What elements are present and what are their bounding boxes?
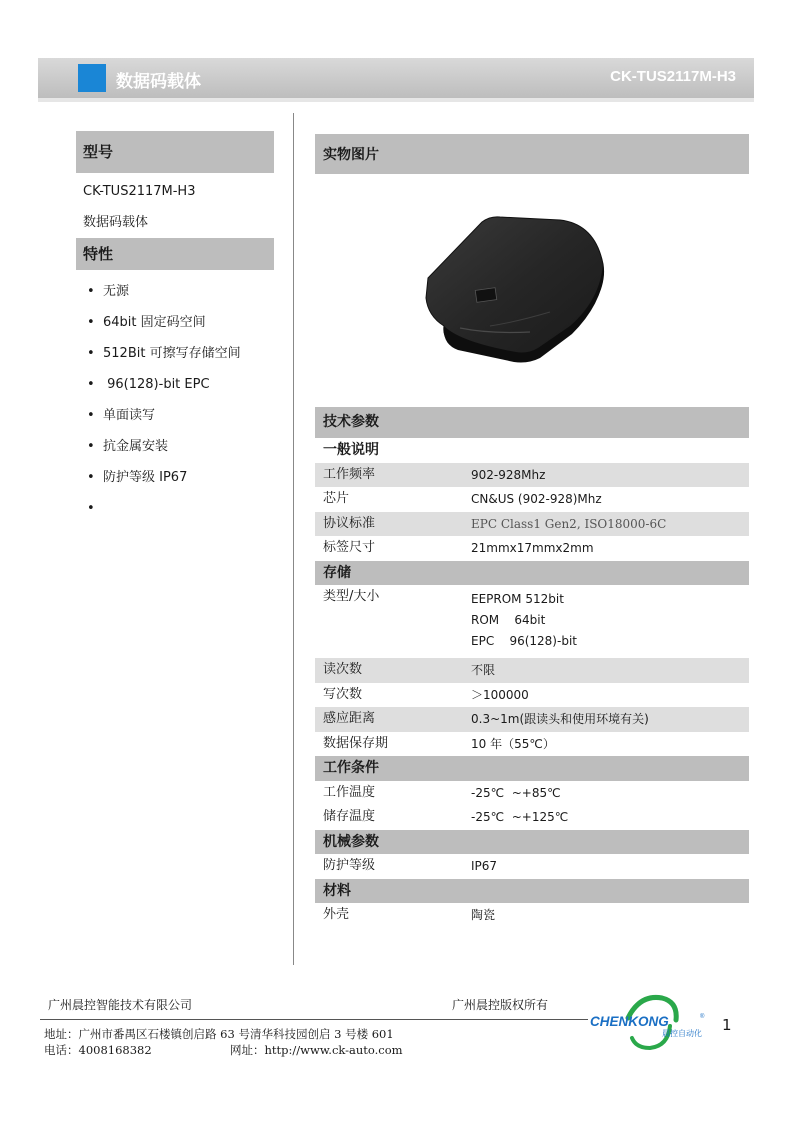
rfid-tag-image [420, 216, 610, 366]
table-row [315, 707, 749, 732]
section-mechanical [315, 830, 749, 855]
param-name: 工作频率 [323, 466, 376, 482]
page-number: 1 [722, 1016, 732, 1034]
param-value: -25℃ ~+125℃ [471, 810, 569, 824]
param-value: 陶瓷 [471, 908, 496, 922]
header-accent-square [78, 64, 106, 92]
bullet-icon: • [87, 377, 95, 392]
feature-text: 无源 [103, 284, 130, 299]
storage-epc: EPC 96(128)-bit [471, 634, 577, 648]
param-value: EPC Class1 Gen2, ISO18000-6C [471, 516, 667, 531]
bullet-icon: • [87, 470, 95, 485]
list-item [76, 276, 274, 307]
param-name: 感应距离 [323, 711, 376, 726]
chenkong-logo [588, 990, 712, 1052]
feature-text: 64bit 固定码空间 [103, 315, 206, 330]
param-name: 写次数 [323, 686, 363, 702]
logo-subtext: 晨控自动化 [662, 1029, 702, 1038]
feature-text: 512Bit 可擦写存储空间 [103, 346, 241, 361]
table-row [315, 585, 749, 658]
feature-text: 单面读写 [103, 408, 156, 423]
table-row [315, 487, 749, 512]
list-item [76, 307, 274, 338]
header-shadow [38, 98, 754, 102]
list-item [76, 338, 274, 369]
table-row [315, 732, 749, 757]
param-name: 协议标准 [323, 515, 376, 531]
bullet-icon: • [87, 315, 95, 330]
param-name: 外壳 [323, 907, 350, 922]
spec-table [315, 407, 749, 928]
list-item [76, 493, 274, 524]
page-title: 数据码载体 [116, 72, 201, 92]
storage-eeprom: EEPROM 512bit [471, 592, 564, 606]
param-name: 储存温度 [323, 809, 376, 824]
section-work-conditions [315, 756, 749, 781]
param-name: 工作温度 [323, 784, 376, 800]
section-label: 材料 [323, 882, 351, 899]
section-label: 一般说明 [323, 442, 379, 458]
product-photo [420, 216, 610, 370]
table-row [315, 658, 749, 683]
param-name: 类型/大小 [323, 589, 380, 604]
photo-heading: 实物图片 [315, 134, 749, 174]
table-row [315, 512, 749, 537]
table-row [315, 683, 749, 708]
footer-website: 网址：http://www.ck-auto.com [230, 1043, 403, 1057]
photo-section [315, 134, 749, 174]
param-name: 数据保存期 [323, 735, 389, 751]
bullet-icon: • [87, 439, 95, 454]
model-heading: 型号 [76, 131, 274, 173]
column-divider [293, 113, 294, 965]
table-row [315, 903, 749, 928]
param-value-list [471, 589, 577, 652]
param-value: 10 年（55℃） [471, 736, 555, 751]
table-row [315, 854, 749, 879]
section-label: 工作条件 [323, 760, 379, 776]
bullet-icon: • [87, 346, 95, 361]
list-item [76, 369, 274, 400]
section-label: 机械参数 [323, 833, 379, 850]
param-value: 0.3~1m(跟读头和使用环境有关) [471, 712, 649, 726]
logo-registered-mark: ® [700, 1014, 705, 1020]
section-general [315, 438, 749, 463]
feature-text: 防护等级 IP67 [103, 470, 188, 485]
param-value: IP67 [471, 859, 498, 873]
list-item [76, 400, 274, 431]
param-value: CN&US (902-928)Mhz [471, 492, 602, 506]
bullet-icon: • [87, 408, 95, 423]
feature-text: 96(128)-bit EPC [103, 377, 210, 392]
param-value: ＞100000 [471, 687, 529, 702]
param-value: 不限 [471, 663, 496, 677]
table-row [315, 781, 749, 806]
spec-heading: 技术参数 [315, 407, 749, 438]
table-row [315, 463, 749, 488]
table-row [315, 536, 749, 561]
section-label: 存储 [323, 564, 351, 581]
bullet-icon: • [87, 501, 95, 516]
param-name: 芯片 [323, 491, 350, 506]
footer-address: 地址：广州市番禺区石楼镇创启路 63 号清华科技园创启 3 号楼 601 [44, 1027, 394, 1041]
table-row [315, 805, 749, 830]
model-desc: 数据码载体 [83, 215, 149, 230]
features-heading: 特性 [76, 238, 274, 270]
param-value: 21mmx17mmx2mm [471, 541, 594, 555]
section-storage [315, 561, 749, 586]
footer-copyright: 广州晨控版权所有 [452, 998, 549, 1012]
header-model: CK-TUS2117M-H3 [610, 68, 736, 85]
param-name: 读次数 [323, 662, 363, 677]
header-bar [38, 58, 754, 98]
features-list [76, 276, 274, 524]
param-value: -25℃ ~+85℃ [471, 785, 561, 800]
param-name: 标签尺寸 [323, 540, 376, 555]
list-item [76, 431, 274, 462]
left-column [76, 131, 274, 524]
footer-divider [40, 1019, 588, 1020]
section-material [315, 879, 749, 904]
logo-text: CHENKONG [590, 1014, 669, 1029]
param-name: 防护等级 [323, 858, 376, 873]
footer-company: 广州晨控智能技术有限公司 [48, 998, 193, 1012]
model-code: CK-TUS2117M-H3 [83, 184, 196, 199]
param-value: 902-928Mhz [471, 467, 546, 482]
footer-phone: 电话：4008168382 [44, 1043, 152, 1057]
list-item [76, 462, 274, 493]
bullet-icon: • [87, 284, 95, 299]
feature-text: 抗金属安装 [103, 439, 169, 454]
storage-rom: ROM 64bit [471, 613, 546, 627]
